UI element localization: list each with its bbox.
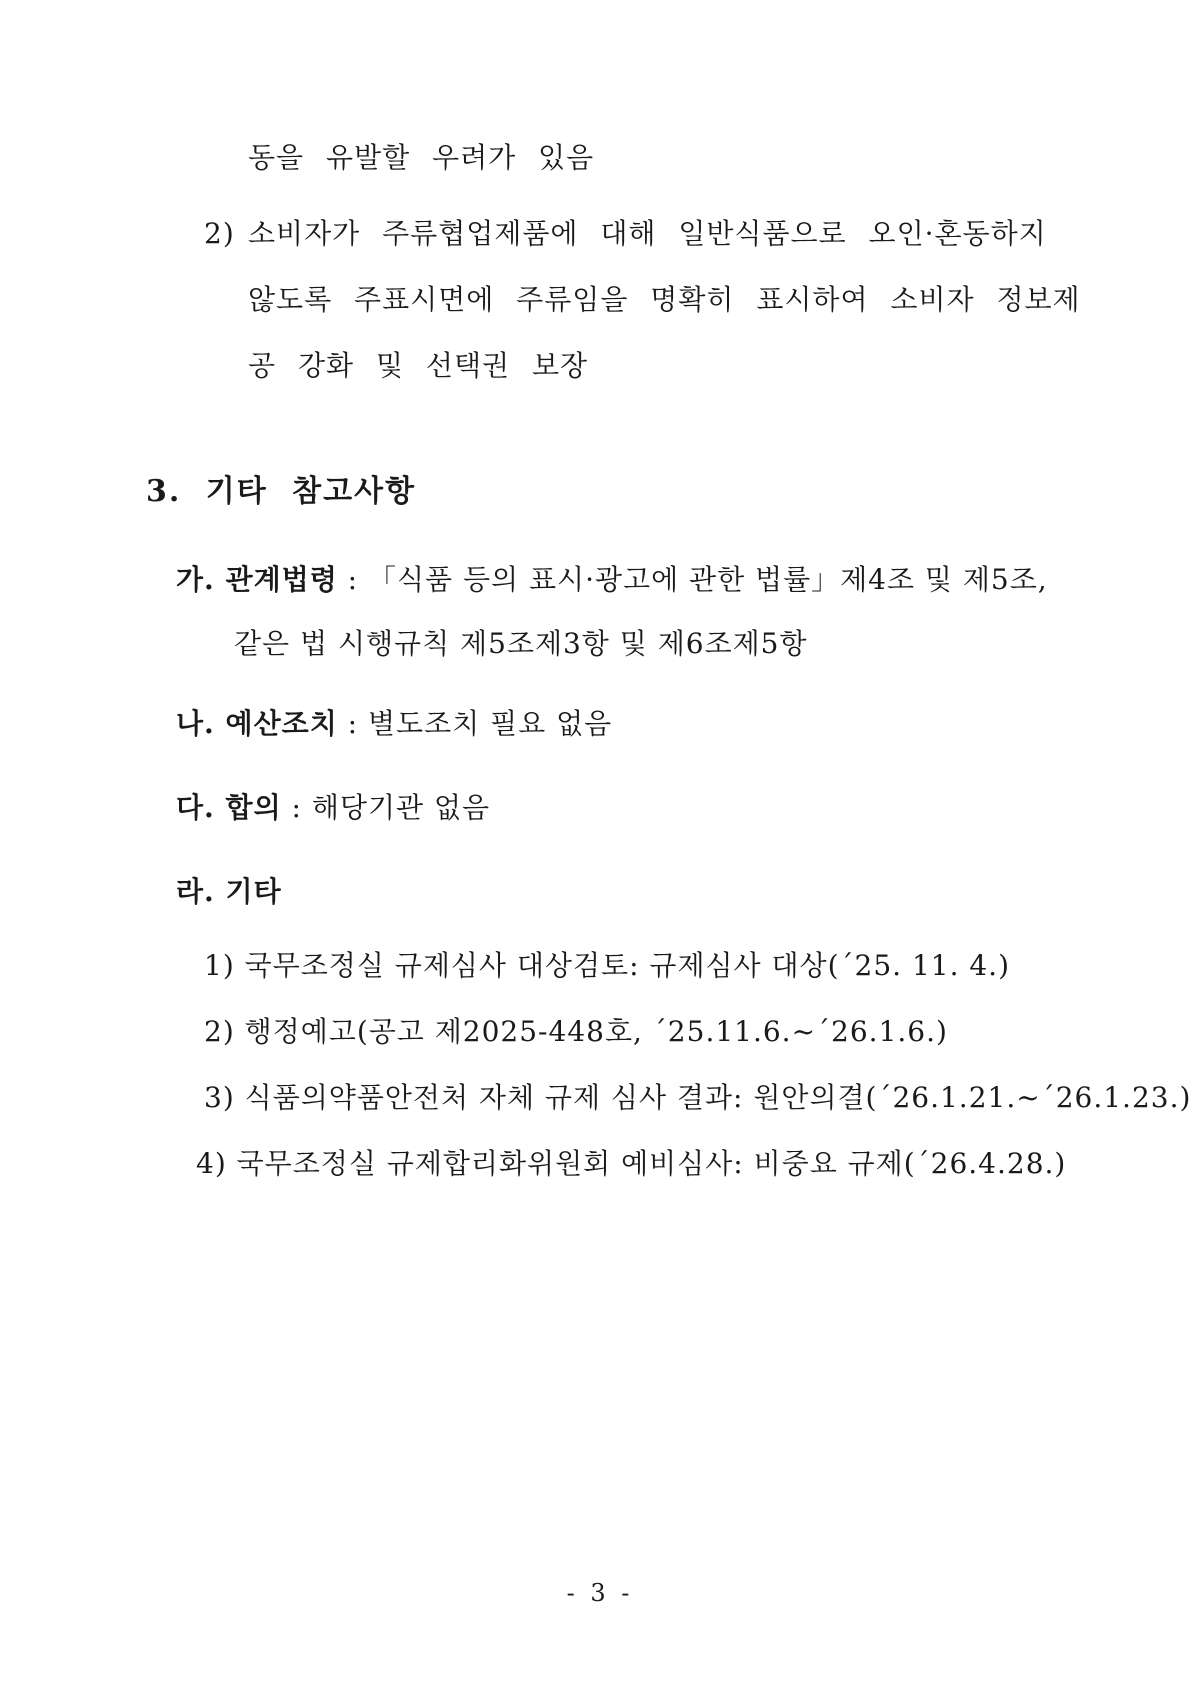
budget-text: 별도조치 필요 없음 <box>367 707 613 740</box>
consultation-text: 해당기관 없음 <box>311 791 491 824</box>
list-item: 1) 국무조정실 규제심사 대상검토: 규제심사 대상(´25. 11. 4.) <box>204 949 1011 982</box>
item2-line1: 소비자가 주류협업제품에 대해 일반식품으로 오인·혼동하지 <box>248 217 1047 250</box>
item2-line3: 공 강화 및 선택권 보장 <box>248 349 589 382</box>
budget-label: 나. 예산조치 <box>176 707 338 740</box>
budget-row <box>176 704 612 744</box>
list-item: 2) 행정예고(공고 제2025-448호, ´25.11.6.~´26.1.6.) <box>204 1015 948 1048</box>
related-laws-label: 가. 관계법령 <box>176 563 338 596</box>
list-item: 4) 국무조정실 규제합리화위원회 예비심사: 비중요 규제(´26.4.28.) <box>196 1147 1067 1180</box>
section-heading: 3. 기타 참고사항 <box>146 474 417 509</box>
item2-line2: 않도록 주표시면에 주류임을 명확히 표시하여 소비자 정보제 <box>248 283 1081 316</box>
related-laws-text: 「식품 등의 표시·광고에 관한 법률」제4조 및 제5조, <box>367 563 1048 596</box>
list-item: 3) 식품의약품안전처 자체 규제 심사 결과: 원안의결(´26.1.21.~´26.1.23.) <box>204 1081 1192 1114</box>
item1-continuation: 동을 유발할 우려가 있음 <box>248 141 595 174</box>
consultation-label: 다. 합의 <box>176 791 282 824</box>
budget-separator: : <box>337 707 368 740</box>
item2-number: 2) <box>204 217 235 250</box>
related-laws-row <box>176 560 1048 600</box>
consultation-separator: : <box>281 791 312 824</box>
related-laws-separator: : <box>337 563 368 596</box>
other-label: 라. 기타 <box>176 875 282 908</box>
related-laws-continuation: 같은 법 시행규칙 제5조제3항 및 제6조제5항 <box>234 627 808 660</box>
consultation-row <box>176 788 490 828</box>
page-number: - 3 - <box>566 1579 634 1607</box>
